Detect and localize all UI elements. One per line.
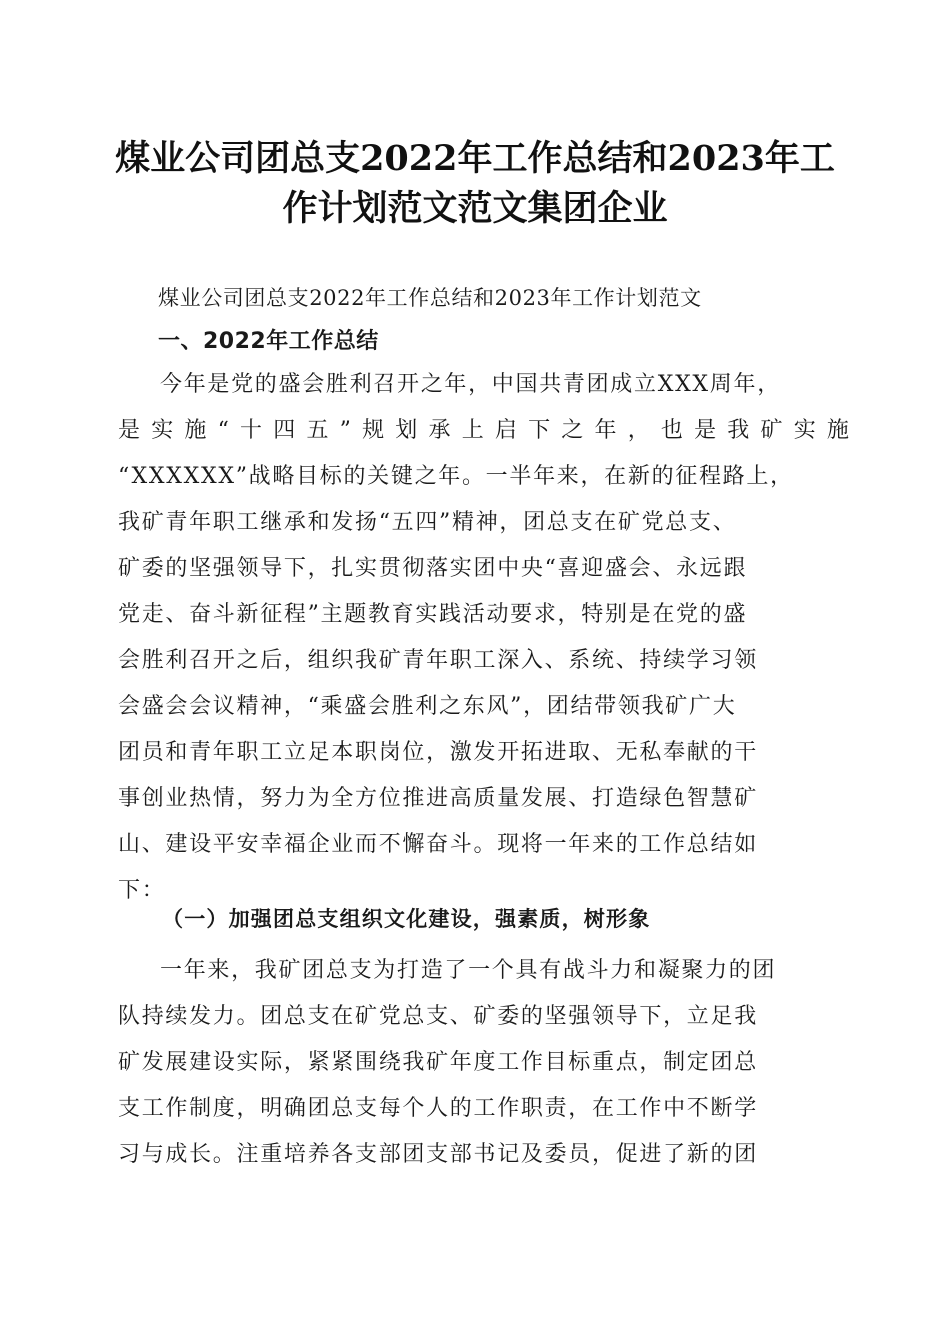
- paragraph-line: “XXXXXX”战略目标的关键之年。一半年来，在新的征程路上，: [118, 464, 794, 489]
- paragraph-line: 习与成长。注重培养各支部团支部书记及委员，促进了新的团: [118, 1142, 758, 1167]
- paragraph-line: 会胜利召开之后，组织我矿青年职工深入、系统、持续学习领: [118, 648, 758, 673]
- title-line-2: 作计划范文范文集团企业: [282, 188, 668, 229]
- paragraph-line: 今年是党的盛会胜利召开之年，中国共青团成立XXX周年，: [160, 372, 781, 397]
- document-title: [100, 134, 850, 234]
- paragraph-line: 下：: [118, 878, 166, 903]
- paragraph-intro: [118, 362, 861, 914]
- paragraph-line: 团员和青年职工立足本职岗位，激发开拓进取、无私奉献的干: [118, 740, 758, 765]
- document-subtitle: 煤业公司团总支2022年工作总结和2023年工作计划范文: [158, 286, 702, 310]
- paragraph-line: 支工作制度，明确团总支每个人的工作职责，在工作中不断学: [118, 1096, 758, 1121]
- paragraph-line: 队持续发力。团总支在矿党总支、矿委的坚强领导下，立足我: [118, 1004, 758, 1029]
- paragraph-line: 党走、奋斗新征程”主题教育实践活动要求，特别是在党的盛: [118, 602, 748, 627]
- paragraph-line: 一年来，我矿团总支为打造了一个具有战斗力和凝聚力的团: [160, 958, 777, 983]
- subsection-heading-organization: （一）加强团总支组织文化建设，强素质，树形象: [162, 907, 651, 931]
- paragraph-line: 事创业热情，努力为全方位推进高质量发展、打造绿色智慧矿: [118, 786, 758, 811]
- paragraph-line: 矿发展建设实际，紧紧围绕我矿年度工作目标重点，制定团总: [118, 1050, 758, 1075]
- paragraph-line: 会盛会会议精神，“乘盛会胜利之东风”，团结带领我矿广大: [118, 694, 737, 719]
- paragraph-organization: [118, 948, 830, 1178]
- paragraph-line: 是实施“十四五”规划承上启下之年，也是我矿实施: [118, 418, 861, 443]
- paragraph-line: 我矿青年职工继承和发扬“五四”精神，团总支在矿党总支、: [118, 510, 737, 535]
- title-line-1: 煤业公司团总支2022年工作总结和2023年工: [115, 138, 835, 179]
- section-heading-work-summary: 一、2022年工作总结: [158, 329, 379, 354]
- paragraph-line: 山、建设平安幸福企业而不懈奋斗。现将一年来的工作总结如: [118, 832, 758, 857]
- paragraph-line: 矿委的坚强领导下，扎实贯彻落实团中央“喜迎盛会、永远跟: [118, 556, 748, 581]
